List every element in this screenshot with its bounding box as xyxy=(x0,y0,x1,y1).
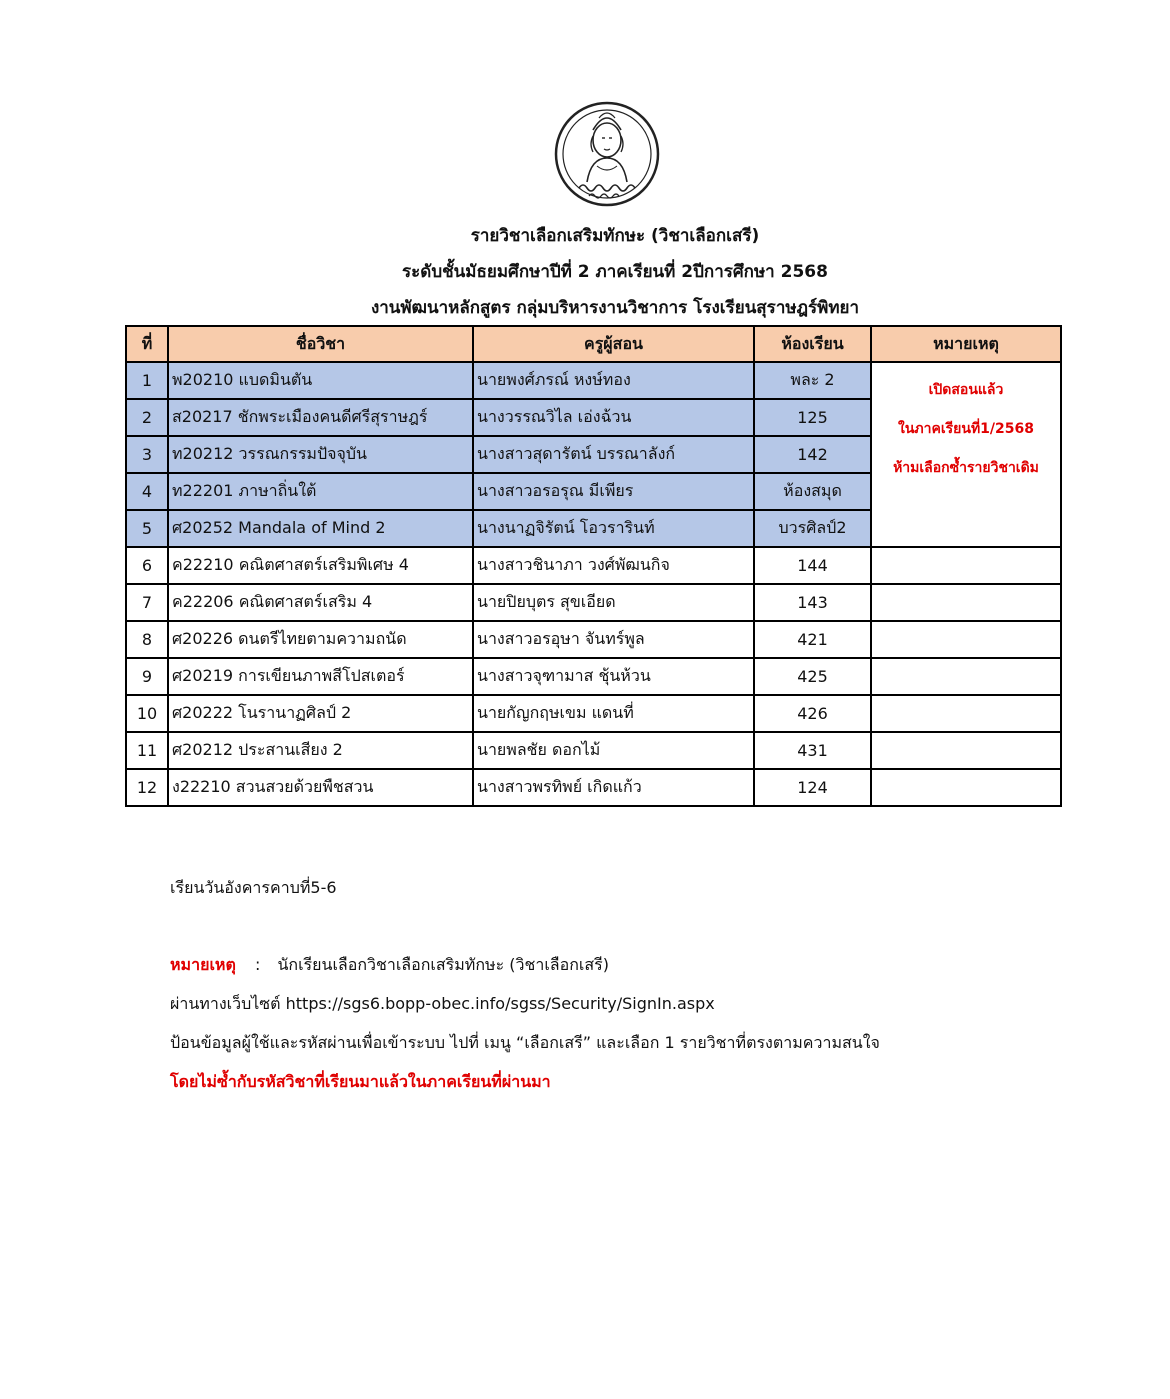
row-room: พละ 2 xyxy=(754,362,871,399)
document-subtitle-level: ระดับชั้นมัธยมศึกษาปีที่ 2 ภาคเรียนที่ 2ปีการศึกษา 2568 xyxy=(402,262,828,282)
row-no: 6 xyxy=(126,547,168,584)
row-teacher: นางวรรณวิไล เอ่งฉ้วน xyxy=(473,399,754,436)
table-row xyxy=(126,695,1061,732)
table-row xyxy=(126,769,1061,806)
header-note: หมายเหตุ xyxy=(871,326,1061,362)
row-subject: ท22201 ภาษาถิ่นใต้ xyxy=(168,473,473,510)
row-room: 143 xyxy=(754,584,871,621)
remark-label: หมายเหตุ xyxy=(170,955,236,974)
row-teacher: นางสาวจุฑามาส ชุ้นห้วน xyxy=(473,658,754,695)
remark-line xyxy=(170,953,609,978)
header-no: ที่ xyxy=(126,326,168,362)
row-no: 1 xyxy=(126,362,168,399)
remark-text: นักเรียนเลือกวิชาเลือกเสริมทักษะ (วิชาเลือกเสรี) xyxy=(277,955,609,974)
row-room: ห้องสมุด xyxy=(754,473,871,510)
row-subject: ส20217 ชักพระเมืองคนดีศรีสุราษฎร์ xyxy=(168,399,473,436)
row-no: 5 xyxy=(126,510,168,547)
row-subject: ค22206 คณิตศาสตร์เสริม 4 xyxy=(168,584,473,621)
row-subject: ศ20219 การเขียนภาพสีโปสเตอร์ xyxy=(168,658,473,695)
row-note xyxy=(871,658,1061,695)
header-room: ห้องเรียน xyxy=(754,326,871,362)
row-note xyxy=(871,732,1061,769)
row-no: 8 xyxy=(126,621,168,658)
table-row xyxy=(126,547,1061,584)
row-room: 426 xyxy=(754,695,871,732)
row-room: บวรศิลป์2 xyxy=(754,510,871,547)
table-row xyxy=(126,732,1061,769)
merged-note-cell xyxy=(871,362,1061,547)
table-row xyxy=(126,584,1061,621)
row-subject: ศ20226 ดนตรีไทยตามความถนัด xyxy=(168,621,473,658)
row-teacher: นางสาวพรทิพย์ เกิดแก้ว xyxy=(473,769,754,806)
row-note xyxy=(871,584,1061,621)
row-subject: ค22210 คณิตศาสตร์เสริมพิเศษ 4 xyxy=(168,547,473,584)
row-teacher: นางสาวอรอรุณ มีเพียร xyxy=(473,473,754,510)
row-note xyxy=(871,547,1061,584)
row-room: 144 xyxy=(754,547,871,584)
row-room: 125 xyxy=(754,399,871,436)
row-no: 7 xyxy=(126,584,168,621)
row-subject: ศ20252 Mandala of Mind 2 xyxy=(168,510,473,547)
row-teacher: นางสาวชินาภา วงศ์พัฒนกิจ xyxy=(473,547,754,584)
header-teacher: ครูผู้สอน xyxy=(473,326,754,362)
school-seal-logo xyxy=(553,100,661,210)
header-subject: ชื่อวิชา xyxy=(168,326,473,362)
row-note xyxy=(871,621,1061,658)
row-subject: ท20212 วรรณกรรมปัจจุบัน xyxy=(168,436,473,473)
table-header-row xyxy=(126,326,1061,362)
row-teacher: นางสาวอรอุษา จันทร์พูล xyxy=(473,621,754,658)
elective-courses-table xyxy=(125,325,1062,807)
row-teacher: นายพงศ์ภรณ์ หงษ์ทอง xyxy=(473,362,754,399)
schedule-text: เรียนวันอังคารคาบที่5-6 xyxy=(170,878,337,897)
row-teacher: นายพลชัย ดอกไม้ xyxy=(473,732,754,769)
row-no: 10 xyxy=(126,695,168,732)
row-room: 425 xyxy=(754,658,871,695)
row-note xyxy=(871,695,1061,732)
note-line-semester: ในภาคเรียนที่1/2568 xyxy=(898,421,1034,437)
row-subject: ศ20212 ประสานเสียง 2 xyxy=(168,732,473,769)
row-subject: พ20210 แบดมินตัน xyxy=(168,362,473,399)
remark-separator: : xyxy=(254,955,261,974)
note-line-no-repeat: ห้ามเลือกซ้ำรายวิชาเดิม xyxy=(893,460,1039,476)
row-teacher: นายกัญกฤษเขม แดนที่ xyxy=(473,695,754,732)
document-subtitle-department: งานพัฒนาหลักสูตร กลุ่มบริหารงานวิชาการ โรงเรียนสุราษฎร์พิทยา xyxy=(370,298,860,318)
login-instruction: ป้อนข้อมูลผู้ใช้และรหัสผ่านเพื่อเข้าระบบ ไปที่ เมนู “เลือกเสรี” และเลือก 1 รายวิชาที่ตรงตามความสนใจ xyxy=(170,1033,880,1052)
row-room: 124 xyxy=(754,769,871,806)
website-instruction: ผ่านทางเว็บไซต์ https://sgs6.bopp-obec.info/sgss/Security/SignIn.aspx xyxy=(170,994,715,1013)
table-row xyxy=(126,621,1061,658)
row-subject: ศ20222 โนรานาฏศิลป์ 2 xyxy=(168,695,473,732)
row-room: 142 xyxy=(754,436,871,473)
row-no: 2 xyxy=(126,399,168,436)
row-no: 11 xyxy=(126,732,168,769)
note-line-opened: เปิดสอนแล้ว xyxy=(928,382,1004,398)
row-no: 4 xyxy=(126,473,168,510)
row-subject: ง22210 สวนสวยด้วยพืชสวน xyxy=(168,769,473,806)
row-no: 12 xyxy=(126,769,168,806)
row-room: 421 xyxy=(754,621,871,658)
row-no: 3 xyxy=(126,436,168,473)
row-teacher: นายปิยบุตร สุขเอียด xyxy=(473,584,754,621)
row-teacher: นางนาฏจิรัตน์ โอวรารินท์ xyxy=(473,510,754,547)
no-repeat-warning: โดยไม่ซ้ำกับรหัสวิชาที่เรียนมาแล้วในภาคเรียนที่ผ่านมา xyxy=(170,1072,551,1091)
row-no: 9 xyxy=(126,658,168,695)
row-note xyxy=(871,769,1061,806)
row-room: 431 xyxy=(754,732,871,769)
row-teacher: นางสาวสุดารัตน์ บรรณาลังก์ xyxy=(473,436,754,473)
document-title: รายวิชาเลือกเสริมทักษะ (วิชาเลือกเสรี) xyxy=(470,226,760,246)
table-row xyxy=(126,658,1061,695)
table-row xyxy=(126,362,1061,399)
